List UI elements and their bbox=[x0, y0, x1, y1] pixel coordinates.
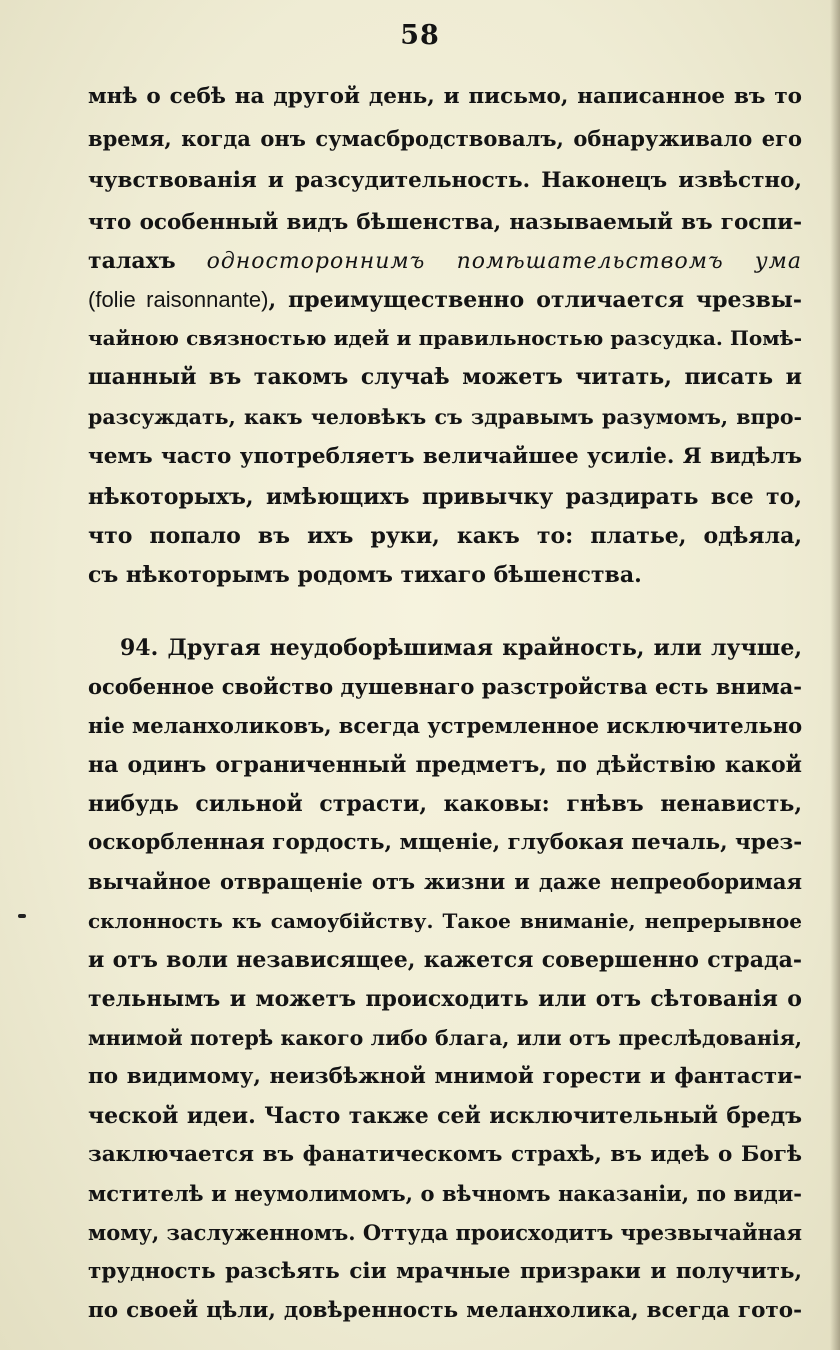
page-number: 58 bbox=[400, 20, 440, 51]
text-line: склонность къ самоубійству. Такое вниманіе, непрерывное bbox=[88, 909, 802, 933]
text-line: ческой идеи. Часто также сей исключительный бредъ bbox=[88, 1103, 802, 1129]
text-line: на одинъ ограниченный предметъ, по дѣйствію какой bbox=[88, 752, 802, 778]
text-line: нибудь сильной страсти, каковы: гнѣвъ ненависть, bbox=[88, 791, 802, 817]
text-line: по видимому, неизбѣжной мнимой горести и фантасти- bbox=[88, 1064, 802, 1089]
text-line: 94. Другая неудоборѣшимая крайность, или лучше, bbox=[120, 635, 802, 661]
latin-term: (folie raisonnante) bbox=[88, 287, 269, 312]
text-line: чемъ часто употребляетъ величайшее усиліе. Я видѣлъ bbox=[88, 444, 802, 469]
text-line: оскорбленная гордость, мщеніе, глубокая печаль, чрез- bbox=[88, 830, 802, 855]
text-line: тельнымъ и можетъ происходить или отъ сѣтованія о bbox=[88, 986, 802, 1012]
text-line: вычайное отвращеніе отъ жизни и даже непреоборимая bbox=[88, 869, 802, 894]
text-line: съ нѣкоторымъ родомъ тихаго бѣшенства. bbox=[88, 562, 642, 588]
text-line: нѣкоторыхъ, имѣющихъ привычку раздирать все то, bbox=[88, 484, 802, 510]
text-segment: талахъ bbox=[88, 248, 207, 274]
text-line: трудность разсѣять сіи мрачные призраки и получить, bbox=[88, 1259, 802, 1284]
text-line: что попало въ ихъ руки, какъ то: платье, одѣяла, bbox=[88, 523, 802, 549]
text-line: чайною связностью идей и правильностью разсудка. Помѣ- bbox=[88, 326, 802, 350]
text-line: мнѣ о себѣ на другой день, и письмо, написанное въ то bbox=[88, 84, 802, 109]
text-line: особенное свойство душевнаго разстройства есть внима- bbox=[88, 674, 802, 699]
text-line: мому, заслуженномъ. Оттуда происходитъ чрезвычайная bbox=[88, 1220, 802, 1245]
text-line: что особенный видъ бѣшенства, называемый въ госпи- bbox=[88, 210, 802, 235]
italic-term: одностороннимъ помѣшательствомъ ума bbox=[206, 249, 802, 274]
text-line: шанный въ такомъ случаѣ можетъ читать, писать и bbox=[88, 364, 802, 390]
text-line bbox=[88, 246, 802, 276]
page-edge-shadow bbox=[830, 0, 840, 1350]
text-segment: , преимущественно отличается чрезвы- bbox=[268, 287, 802, 313]
text-line: чувствованія и разсудительность. Наконецъ извѣстно, bbox=[88, 168, 802, 193]
text-line: разсуждать, какъ человѣкъ съ здравымъ разумомъ, впро- bbox=[88, 405, 802, 429]
text-line: по своей цѣли, довѣренность меланхолика, всегда гото- bbox=[88, 1298, 802, 1323]
text-line: заключается въ фанатическомъ страхѣ, въ идеѣ о Богѣ bbox=[88, 1142, 802, 1167]
text-line: мстителѣ и неумолимомъ, о вѣчномъ наказаніи, по види- bbox=[88, 1181, 802, 1206]
text-line: мнимой потерѣ какого либо блага, или отъ преслѣдованія, bbox=[88, 1026, 802, 1050]
margin-mark bbox=[18, 914, 26, 918]
text-line bbox=[88, 285, 802, 315]
text-line: ніе меланхоликовъ, всегда устремленное исключительно bbox=[88, 713, 802, 738]
text-line: и отъ воли независящее, кажется совершенно страда- bbox=[88, 947, 802, 973]
text-line: время, когда онъ сумасбродствовалъ, обнаруживало его bbox=[88, 126, 802, 151]
